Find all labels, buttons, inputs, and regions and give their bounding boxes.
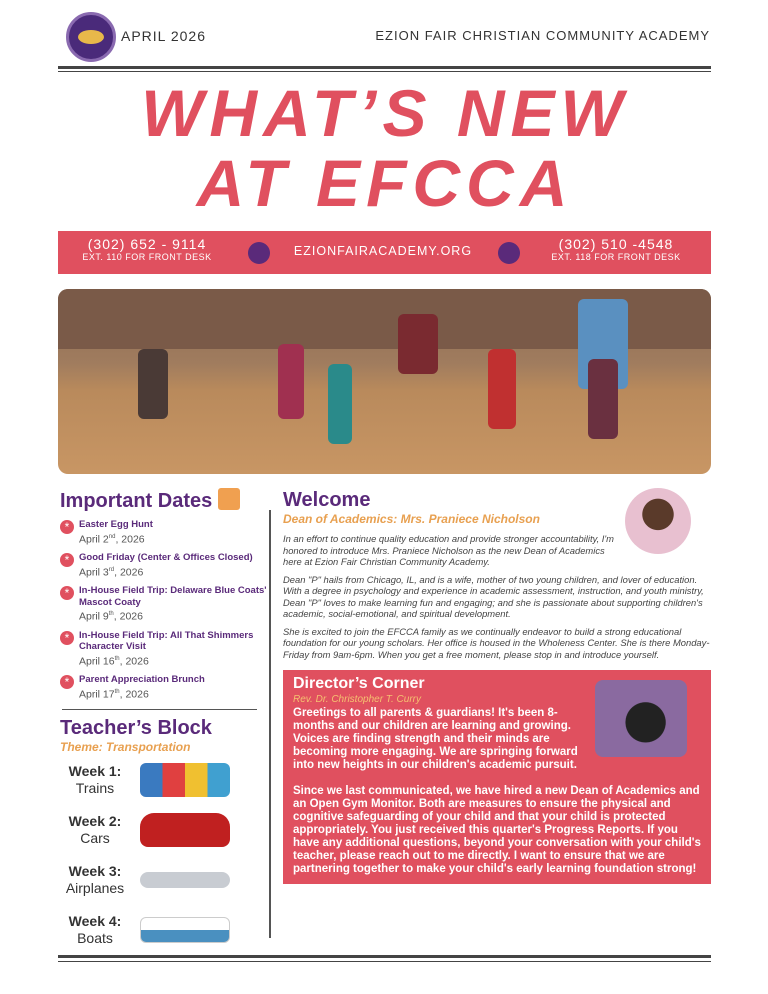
event-name: Good Friday (Center & Offices Closed) [79, 552, 253, 563]
right-column [283, 488, 713, 884]
ext-1: EXT. 110 FOR FRONT DESK [82, 252, 212, 262]
asterisk-icon: * [60, 553, 74, 567]
date-suffix: th [114, 688, 120, 695]
event-date [79, 608, 268, 624]
event-name: In-House Field Trip: All That Shimmers Character Visit [79, 629, 254, 652]
website-link[interactable]: EZIONFAIRACADEMY.ORG [293, 244, 473, 258]
divider [58, 66, 711, 69]
column-divider [269, 510, 271, 938]
teachers-block [60, 716, 268, 955]
event-date [79, 686, 205, 702]
director-paragraph: Greetings to all parents & guardians! It's been 8-months and our children are learning and growing. Voices are finding strength and their minds are becoming more engaging. We are springing forward into new heights in our children's academic pursuit. [293, 707, 578, 771]
dot-icon [498, 242, 520, 264]
asterisk-icon: * [60, 520, 74, 534]
directors-corner [283, 670, 711, 884]
title-line: AT EFCCA [196, 146, 574, 220]
asterisk-icon: * [60, 631, 74, 645]
school-logo [66, 12, 116, 62]
divider [62, 709, 257, 710]
date-year: , 2026 [113, 610, 143, 623]
date-item [60, 630, 268, 669]
welcome-paragraph: In an effort to continue quality education and provide stronger accountability, I'm honored to introduce Mrs. Praniece Nicholson as the new Dean of Academics here at Ezion Fair Christian Community Academy. [283, 533, 614, 567]
newsletter-title [60, 78, 710, 218]
week-topic: Boats [77, 930, 113, 946]
asterisk-icon: * [60, 586, 74, 600]
date-suffix: nd [108, 533, 116, 540]
airplane-image [140, 872, 230, 888]
date-item [60, 552, 268, 579]
event-date [79, 564, 253, 580]
calendar-icon [218, 488, 240, 510]
director-paragraph: Since we last communicated, we have hired a new Dean of Academics and an Open Gym Monitor. Both are measures to ensure the physical and cognitive safeguarding of your child and that your child is protected appropriately. You just received this quarter's Progress Reports. If you have any additional questions, beyond your conversation with your child's teacher, please reach out to me directly. I want to ensure that we are partnering together to make your child's early learning foundation strong! [293, 785, 701, 875]
phone-2[interactable]: (302) 510 -4548 [558, 236, 674, 252]
date-item [60, 674, 268, 701]
week-2 [60, 805, 268, 855]
org-name: EZION FAIR CHRISTIAN COMMUNITY ACADEMY [375, 28, 710, 43]
date-item [60, 519, 268, 546]
week-1 [60, 755, 268, 805]
dates-heading [60, 488, 268, 513]
phone-1[interactable]: (302) 652 - 9114 [87, 236, 207, 252]
welcome-paragraph: Dean "P" hails from Chicago, IL, and is a wife, mother of two young children, and lover of education. With a degree in psychology and experience in academic assessment, instruction, and youth ministry, Dean "P" loves to make learning fun and engaging; and she is passionate about supporting children's academic, social-emotional, and spiritual development. [283, 573, 704, 619]
gym-photo [58, 289, 711, 474]
issue-month: APRIL 2026 [121, 28, 206, 44]
date-day: April 17 [79, 688, 115, 700]
title-line: WHAT’S NEW [141, 76, 629, 150]
dot-icon [248, 242, 270, 264]
date-suffix: th [114, 655, 120, 662]
welcome-section [283, 488, 713, 660]
event-name: Parent Appreciation Brunch [79, 674, 205, 685]
dates-title: Important Dates [60, 490, 213, 512]
week-label: Week 4: [68, 913, 122, 929]
ext-2: EXT. 118 FOR FRONT DESK [551, 252, 681, 262]
week-label: Week 2: [68, 813, 122, 829]
theme: Theme: Transportation [60, 740, 191, 754]
date-year: , 2026 [119, 655, 149, 667]
director-heading: Director’s Corner [293, 675, 425, 692]
week-topic: Airplanes [65, 880, 125, 896]
event-name: Easter Egg Hunt [79, 519, 153, 530]
week-label: Week 1: [68, 763, 122, 779]
date-suffix: rd [108, 566, 115, 573]
divider [58, 71, 711, 72]
divider [58, 961, 711, 962]
date-day: April 16 [79, 655, 115, 667]
asterisk-icon: * [60, 675, 74, 689]
teacher-heading: Teacher’s Block [60, 717, 212, 739]
date-year: , 2026 [119, 688, 149, 700]
date-day: April 3 [79, 566, 109, 578]
car-image [140, 813, 230, 847]
week-3 [60, 855, 268, 905]
week-topic: Cars [80, 830, 110, 846]
dean-photo [625, 488, 691, 554]
week-4 [60, 905, 268, 955]
welcome-paragraph: She is excited to join the EFCCA family as we continually endeavor to build a strong educational foundation for our young scholars. Her office is housed in the Wholeness Center. She is there Monday-Friday from 9am-6pm. When you get a free moment, please stop in and introduce yourself. [283, 625, 710, 660]
date-day: April 9 [79, 610, 109, 623]
event-date [79, 531, 153, 547]
boat-image [140, 917, 230, 943]
week-topic: Trains [75, 780, 115, 796]
contact-bar [58, 231, 711, 274]
week-label: Week 3: [68, 863, 122, 879]
welcome-heading: Welcome [283, 489, 371, 511]
welcome-subtitle: Dean of Academics: Mrs. Praniece Nicholson [283, 512, 540, 526]
date-year: , 2026 [114, 566, 144, 578]
divider [58, 955, 711, 958]
date-day: April 2 [79, 533, 109, 545]
director-photo [595, 680, 687, 757]
date-suffix: th [108, 611, 114, 617]
important-dates [60, 488, 268, 701]
director-name: Rev. Dr. Christopher T. Curry [293, 694, 421, 705]
date-item [60, 585, 268, 624]
date-year: , 2026 [115, 533, 145, 545]
train-image [140, 763, 230, 797]
left-column [60, 488, 268, 955]
event-date [79, 653, 268, 669]
event-name: In-House Field Trip: Delaware Blue Coats' Mascot Coaty [79, 585, 267, 608]
